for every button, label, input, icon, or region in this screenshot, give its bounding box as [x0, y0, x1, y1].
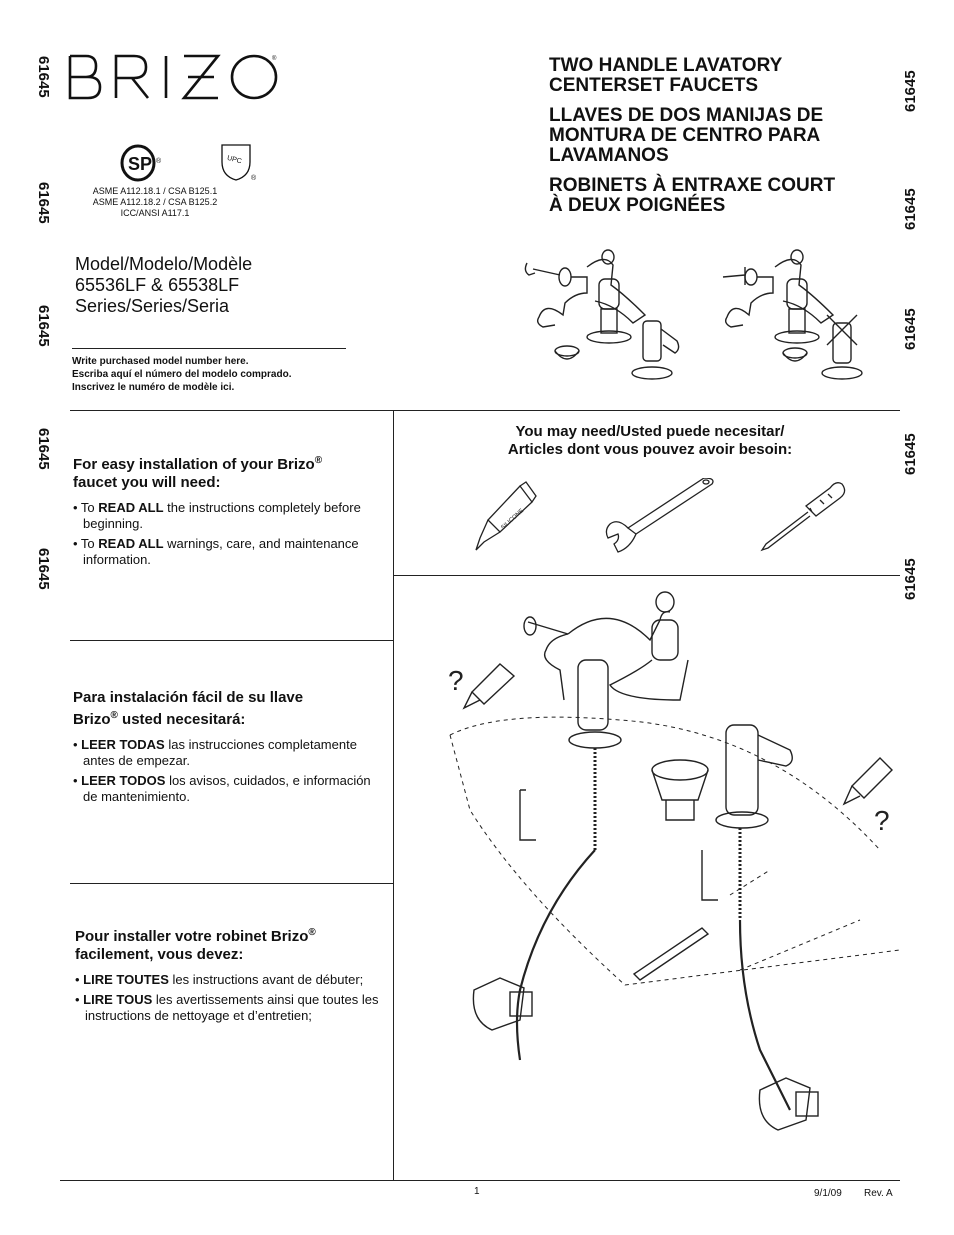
section-french [75, 924, 385, 1028]
standards-list [80, 186, 230, 219]
section-fr-heading-b: facilement, vous devez: [75, 946, 244, 963]
model-line-3: Series/Series/Seria [75, 296, 230, 316]
installation-diagram [440, 590, 900, 1185]
divider-en-es [70, 640, 393, 641]
side-code-left-3: 61645 [35, 305, 52, 347]
divider-top [70, 410, 900, 411]
title-en-2: CENTERSET FAUCETS [549, 75, 759, 96]
registered-mark: ® [110, 710, 118, 721]
model-block [75, 254, 252, 317]
model-line-1: Model/Modelo/Modèle [75, 254, 253, 274]
question-mark-left: ? [448, 665, 464, 696]
section-en-heading-b: faucet you will need: [73, 474, 221, 491]
page-title [549, 56, 889, 216]
section-fr-bullets [75, 972, 385, 1024]
divider-vertical [393, 410, 394, 1180]
section-es-heading-b-pre: Brizo [73, 711, 111, 728]
upc-mark-icon [218, 142, 260, 189]
side-code-right-5: 61645 [902, 558, 919, 600]
section-es-heading [73, 689, 383, 729]
title-es-3: LAVAMANOS [549, 145, 669, 166]
csa-mark-icon [120, 143, 164, 188]
side-code-left-2: 61645 [35, 182, 52, 224]
page-number: 1 [474, 1186, 480, 1197]
title-fr-1: ROBINETS À ENTRAXE COURT [549, 175, 836, 196]
section-es-bullets [73, 737, 383, 805]
side-code-right-4: 61645 [902, 433, 919, 475]
tools-heading-2: Articles dont vous pouvez avoir besoin: [507, 441, 793, 458]
side-code-right-1: 61645 [902, 70, 919, 112]
side-code-left-5: 61645 [35, 548, 52, 590]
section-es-heading-a: Para instalación fácil de su llave [73, 689, 304, 706]
faucet-lever-handle-illustration [515, 245, 685, 395]
wrench-icon [600, 478, 720, 563]
write-model-es: Escriba aquí el número del modelo comprado. [72, 369, 292, 380]
bullet-es-1: • LEER TODAS las instrucciones completamente antes de empezar. [73, 737, 357, 768]
section-fr-heading-a: Pour installer votre robinet Brizo [75, 928, 309, 945]
bullet-es-2: • LEER TODOS los avisos, cuidados, e información de mantenimiento. [73, 773, 371, 804]
tools-heading [400, 423, 900, 459]
side-code-right-2: 61645 [902, 188, 919, 230]
side-code-left-4: 61645 [35, 428, 52, 470]
upc-mark-text: UPC [226, 154, 243, 166]
bullet-en-1: • To READ ALL the instructions completely before beginning. [73, 500, 361, 531]
model-line-2: 65536LF & 65538LF [75, 275, 240, 295]
section-es-heading-b-post: usted necesitará: [117, 711, 246, 728]
registered-mark: ® [314, 455, 323, 466]
bullet-en-2: • To READ ALL warnings, care, and maintenance information. [73, 536, 359, 567]
footer-rev: Rev. A [864, 1188, 893, 1199]
silicone-tube-icon [470, 480, 560, 560]
title-en-1: TWO HANDLE LAVATORY [549, 55, 783, 76]
section-en-heading [73, 452, 383, 492]
standard-3: ICC/ANSI A117.1 [120, 208, 190, 218]
footer-date: 9/1/09 [814, 1188, 842, 1199]
section-spanish [73, 689, 383, 809]
bullet-fr-1: • LIRE TOUTES les instructions avant de débuter; [75, 972, 364, 987]
section-fr-heading [75, 924, 385, 964]
divider-tools [393, 575, 900, 576]
standard-1: ASME A112.18.1 / CSA B125.1 [92, 186, 218, 196]
write-model-en: Write purchased model number here. [72, 356, 249, 367]
write-model-fr: Inscrivez le numéro de modèle ici. [72, 382, 235, 393]
svg-text:®: ® [272, 56, 277, 62]
standard-2: ASME A112.18.2 / CSA B125.2 [92, 197, 218, 207]
title-fr-2: À DEUX POIGNÉES [549, 195, 726, 216]
screwdriver-icon [750, 478, 850, 563]
section-english [73, 452, 383, 572]
title-es-1: LLAVES DE DOS MANIJAS DE [549, 105, 824, 126]
csa-registered: ® [156, 158, 162, 165]
side-code-right-3: 61645 [902, 308, 919, 350]
bullet-fr-2: • LIRE TOUS les avertissements ainsi que toutes les instructions de nettoyage et d’entretien; [75, 992, 379, 1023]
upc-registered: ® [251, 175, 257, 182]
question-mark-right: ? [874, 805, 890, 836]
tools-heading-1: You may need/Usted puede necesitar/ [515, 423, 785, 440]
silicone-label: SILICONE [500, 508, 526, 532]
title-es-2: MONTURA DE CENTRO PARA [549, 125, 821, 146]
registered-mark: ® [308, 927, 316, 938]
side-code-left-1: 61645 [35, 56, 52, 98]
model-write-line [72, 348, 346, 349]
write-model-note [72, 355, 292, 394]
csa-mark-text: SP [128, 154, 153, 174]
faucet-cross-handle-illustration [715, 245, 880, 395]
section-en-bullets [73, 500, 383, 568]
brizo-logo [66, 52, 281, 102]
divider-es-fr [70, 883, 393, 884]
section-en-heading-a: For easy installation of your Brizo [73, 456, 315, 473]
